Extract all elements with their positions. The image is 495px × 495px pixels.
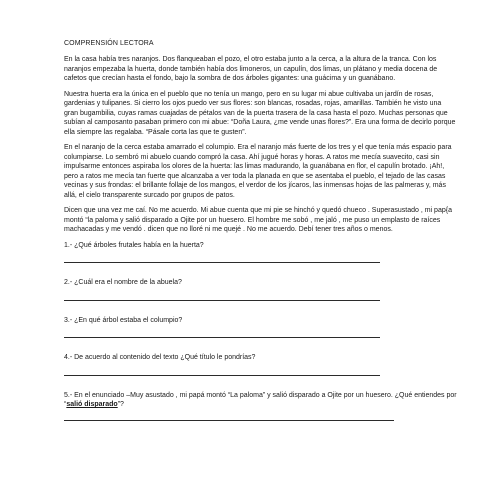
question-4: 4.- De acuerdo al contenido del texto ¿Qué título le pondrías? [64, 354, 256, 361]
paragraph-1: En la casa había tres naranjos. Dos flanqueaban el pozo, el otro estaba junto a la cerca, a la altura de la tranca. Con los naranjos empezaba la huerta, donde también había dos limoneros, un capulín, dos limas, un plátano y media docena de cafetos que crecían hasta el fondo, bajo la sombra de dos árboles gigantes: una guácima y un guanábano. [64, 56, 438, 82]
page-title: COMPRENSIÓN LECTORA [64, 40, 154, 47]
question-list [64, 241, 457, 421]
question-5-text: 5.- En el enunciado –Muy asustado , mi papá montó “La paloma” y salió disparado a Ojite por un huesero. ¿Qué entiendes por “ [64, 391, 457, 408]
answer-line-2[interactable] [64, 300, 380, 301]
question-5-emphasis: salió disparado [66, 401, 118, 408]
answer-line-1[interactable] [64, 262, 380, 263]
paragraph-4: Dicen que una vez me caí. No me acuerdo. Mi abue cuenta que mi pie se hinchó y quedó chueco . Superasustado , mi pap{a montó “la paloma y salió disparado a Ojite por un huesero. El hombre me sobó , me jaló , me puso un emplasto de raíces machacadas y me vendó . dicen que no lloré ni me quejé . No me acuerdo. Debí tener tres años o menos. [64, 207, 452, 233]
question-5-end: ”? [117, 401, 124, 408]
answer-line-3[interactable] [64, 337, 380, 338]
paragraph-2: Nuestra huerta era la única en el pueblo que no tenía un mango, pero en su lugar mi abue cultivaba un jardín de rosas, gardenias y tulipanes. Si cierro los ojos puedo ver sus flores: son blancas, rosadas, rojas, amarillas. También he visto una gran bugambilia, cuyas ramas cuajadas de pétalos van de la puerta trasera de la casa hasta el pozo. Muchas personas que subían al camposanto pasaban primero con mi abue: “Doña Laura, ¿me vende unas flores?”. Era una forma de decirlo porque ella siempre las regalaba. “Pásale corta las que te gusten”. [64, 90, 456, 136]
reading-text [64, 55, 457, 235]
answer-line-4[interactable] [64, 375, 380, 376]
question-5 [64, 391, 457, 410]
question-3: 3.- ¿En qué árbol estaba el columpio? [64, 316, 183, 324]
answer-line-5[interactable] [64, 420, 394, 421]
question-1: 1.- ¿Qué árboles frutales había en la huerta? [64, 241, 204, 249]
question-2: 2.- ¿Cuál era el nombre de la abuela? [64, 279, 182, 286]
paragraph-3: En el naranjo de la cerca estaba amarrado el columpio. Era el naranjo más fuerte de los tres y el que tenía más espacio para columpiarse. Lo sembró mi abuelo cuando compró la casa. Ahí jugué horas y horas. A ratos me mecía suavecito, casi sin impulsarme entonces aspiraba los olores de la huerta: las limas madurando, la guanábana en flor, el capulín brotado. ¡Ah!, pero a ratos me mecía tan fuerte que alcanzaba a ver toda la planada en que se asentaba el pueblo, el tejado de las casas vecinas y sus frondas: el brillante follaje de los mangos, el verdor de los jícaros, las inmensas hojas de las palmeras y, más allá, el cielo transparente surcado por grupos de patos. [64, 144, 452, 199]
